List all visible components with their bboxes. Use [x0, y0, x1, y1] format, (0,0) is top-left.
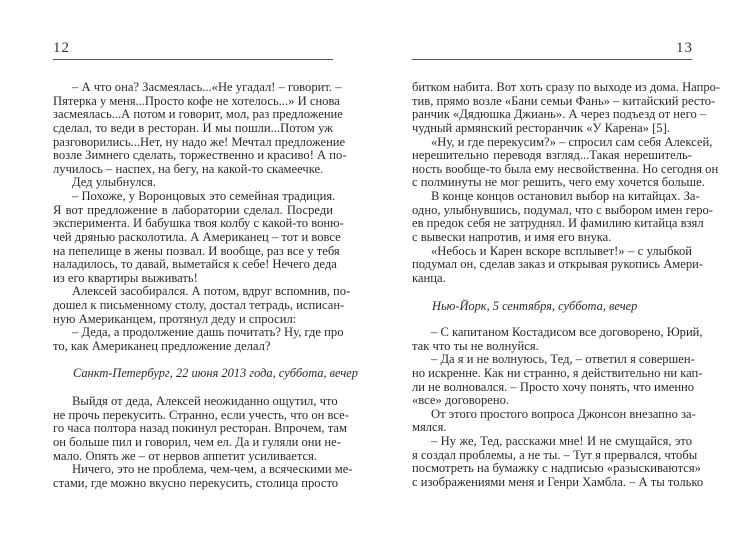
text-line: – Деда, а продолжение дашь почитать? Ну, где про [72, 325, 344, 340]
paragraph [412, 134, 719, 191]
text-line: засмеялась...А потом и говорит, мол, раз предложение [53, 107, 343, 122]
text-line: Дед улыбнулся. [72, 175, 156, 190]
text-block [412, 325, 704, 490]
text-line: посмотреть на бумажку с надписью «разыскиваются» [412, 461, 701, 476]
text-line: тив, прямо возле «Бани семьи Фань» – китайский ресто- [412, 93, 716, 108]
text-line: так что ты не волнуйся. [412, 338, 539, 353]
paragraph [53, 394, 349, 463]
text-line: В конце концов остановил выбор на китайцах. За- [431, 189, 700, 203]
text-line: Выйдя от деда, Алексей неожиданно ощутил, что [72, 394, 338, 408]
text-line: «Небось и Карен вскоре всплывет!» – с улыбкой [431, 243, 692, 258]
text-line: – А что она? Засмеялась...«Не угадал! – говорит. – [72, 80, 342, 94]
paragraph [53, 189, 344, 285]
text-line: чудный армянский ресторанчик «У Карена» [5]. [412, 120, 670, 135]
text-line: битком набита. Вот хоть сразу по выходе из дома. Напро- [412, 80, 721, 94]
text-line: го часа полтора назад покинул ресторан. Впрочем, там [53, 421, 347, 436]
section-heading: Нью-Йорк, 5 сентября, суббота, вечер [432, 299, 638, 313]
text-line: мялся. [412, 420, 447, 435]
text-line: не прочь перекусить. Странно, если учесть, что он все- [53, 407, 349, 422]
text-line: он больше пил и говорил, чем ел. Да и гуляли они не- [53, 434, 341, 449]
text-line: лучилось – наспех, на бегу, на какой-то скамеечке. [53, 161, 324, 176]
text-line: с изображениями меня и Генри Хамбла. – А ты только [412, 474, 704, 489]
text-line: с полминуты не мог решить, чего ему хочется больше. [412, 175, 705, 190]
text-line: канца. [412, 270, 446, 285]
text-line: возле Зимнего сделать, торжественно и красиво! А по- [53, 148, 347, 163]
text-line: ранчик «Дядюшка Джиань». А через подъезд от него – [412, 107, 707, 122]
text-line: – Ну же, Тед, расскажи мне! И не смущайся, это [431, 434, 692, 448]
text-line: ев предок себя не затруднял. И фамилию китайца взял [412, 216, 704, 231]
text-line: ность вообще-то была ему несвойственна. Но сегодня он [412, 161, 719, 176]
text-line: подумал он, сделав заказ и открывая рукопись Амери- [412, 257, 704, 272]
text-line: одно, улыбнувшись, подумал, что с выбором имен геро- [412, 202, 714, 217]
text-line: Пятерка у меня...Просто кофе не хотелось...» И снова [53, 93, 340, 108]
text-line: то, как Американец предложение делал? [53, 338, 271, 353]
paragraph [53, 325, 344, 353]
text-block [412, 80, 721, 285]
paragraph [412, 243, 704, 286]
paragraph [412, 189, 714, 245]
text-line: Алексей засобирался. А потом, вдруг вспомнив, по- [72, 284, 351, 299]
text-line: ли не волновался. – Просто хочу понять, что именно [412, 379, 695, 394]
text-line: мало. Опять же – от нервов аппетит усиливается. [53, 448, 318, 463]
text-line: на пепелище в жены позвал. И вообще, раз все у тебя [53, 243, 340, 258]
paragraph [412, 406, 696, 435]
text-line: с вывески напротив, и имя его внука. [412, 229, 612, 244]
paragraph [412, 80, 721, 136]
paragraph [53, 80, 347, 176]
text-line: ную Американцем, протянул деду и спросил: [53, 311, 297, 326]
text-line: чей дрянью расколотила. А Американец – тот и вовсе [53, 229, 341, 244]
paragraph [53, 462, 353, 490]
section-heading: Санкт-Петербург, 22 июня 2013 года, суббота, вечер [73, 366, 359, 380]
text-line: «все» договорено. [412, 393, 510, 408]
text-line: От этого простого вопроса Джонсон внезапно за- [431, 406, 696, 421]
text-line: – С капитаном Костадисом все договорено, Юрий, [431, 325, 703, 339]
header-rule [53, 59, 333, 60]
paragraph [412, 352, 703, 408]
paragraph [53, 176, 333, 190]
text-line: я создал проблемы, а не ты. – Тут я прервался, чтобы [412, 447, 698, 462]
text-line: «Ну, и где перекусим?» – спросил сам себя Алексей, [431, 134, 713, 149]
text-line: из его квартиры выживать! [53, 270, 198, 285]
text-block [53, 80, 351, 354]
text-line: Я вот предложение в лаборатории сделал. Посреди [53, 202, 333, 217]
page-number: 13 [676, 40, 693, 56]
paragraph [412, 434, 704, 490]
text-line: – Да я и не волнуюсь, Тед, – ответил я совершен- [431, 352, 695, 367]
text-line: эксперимента. И бабушка твоя колбу с какой-то воню- [53, 216, 344, 231]
text-line: сделал, то веди в ресторан. И мы пошли...Потом уж [53, 120, 333, 135]
text-line: – Похоже, у Воронцовых это семейная традиция. [72, 189, 336, 203]
text-line: наладилось, то давай, выметайся к себе! Нечего деда [53, 257, 337, 272]
text-line: дошел к письменному столу, достал тетрадь, исписан- [53, 298, 345, 312]
text-line: разговорились...Нет, ну надо же! Мечтал предложение [53, 134, 346, 149]
page-number: 12 [53, 40, 70, 56]
text-line: Ничего, это не проблема, чем-чем, а всяческими ме- [72, 462, 353, 477]
paragraph [412, 325, 703, 353]
text-line: нерешительно переводя взгляд...Такая нерешитель- [412, 148, 692, 163]
text-line: стами, где можно вкусно перекусить, столица просто [53, 475, 339, 490]
header-rule [412, 59, 692, 60]
paragraph [53, 284, 351, 326]
text-line: но искренне. Как ни странно, я действительно ни кап- [412, 365, 703, 380]
text-block [53, 394, 353, 490]
